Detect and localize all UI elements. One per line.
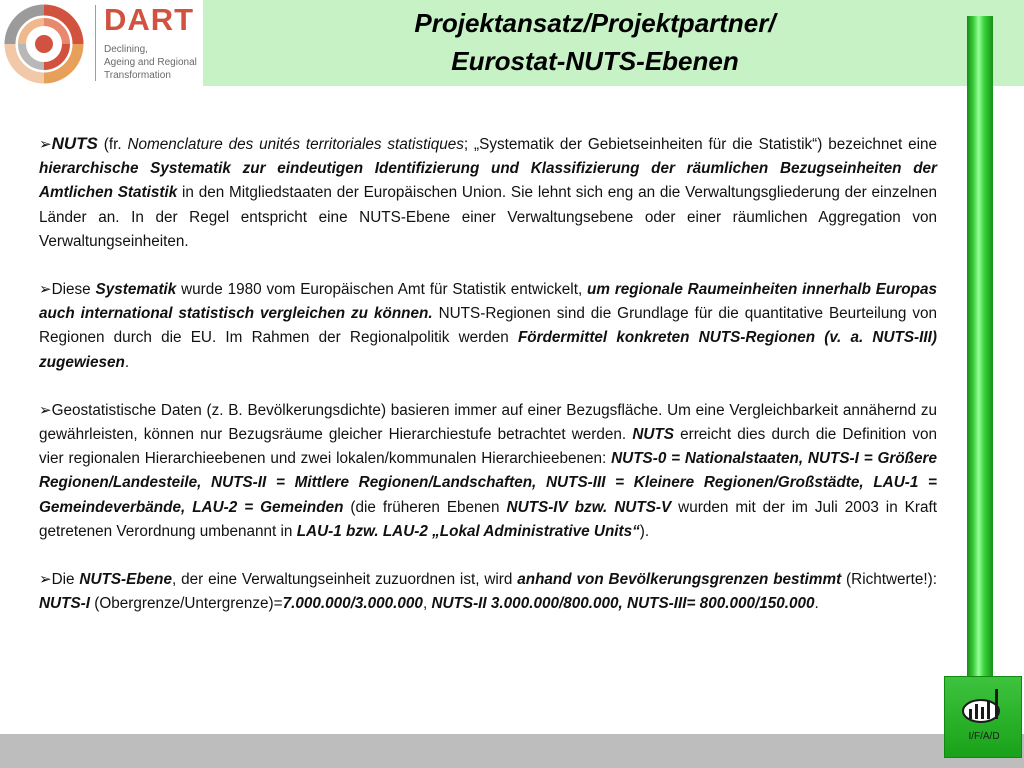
content-paragraph xyxy=(39,568,937,616)
content-paragraph xyxy=(39,399,937,544)
text-run: , der eine Verwaltungseinheit zuzuordnen ist, wird xyxy=(172,571,518,589)
text-run: um regionale Raumeinheiten innerhalb Europas auch international statistisch vergleichen zu können. xyxy=(39,281,937,323)
content-paragraph xyxy=(39,278,937,375)
dart-logo xyxy=(0,0,203,86)
ifad-label: I/F/A/D xyxy=(968,731,1000,742)
content-paragraph xyxy=(39,132,937,254)
bullet-arrow-icon: ➢ xyxy=(39,401,52,419)
text-run: NUTS xyxy=(632,426,674,444)
title-line-1: Projektansatz/Projektpartner/ xyxy=(414,8,776,38)
content-body xyxy=(39,132,937,640)
text-run: erreicht dies durch die Definition von vier regionalen Hierarchieebenen und zwei lokalen/kommunalen Hierarchieebenen: xyxy=(39,426,937,468)
title-line-2: Eurostat-NUTS-Ebenen xyxy=(451,46,739,76)
text-run: (Obergrenze/Untergrenze)= xyxy=(90,595,283,613)
bullet-arrow-icon: ➢ xyxy=(39,571,52,589)
page-title xyxy=(300,4,890,80)
text-run: LAU-1 bzw. LAU-2 „Lokal Administrative Units“ xyxy=(296,522,640,540)
text-run: (fr. xyxy=(97,136,128,153)
decorative-green-bar xyxy=(967,16,993,768)
text-run: NUTS-0 = Nationalstaaten, NUTS-I = Größere Regionen/Landesteile, NUTS-II = Mittlere Regionen/Landschaften, NUTS-III = Kleinere Regionen/Großstädte, LAU-1 = Gemeindeverbände, LAU-2 = Gemeinden xyxy=(39,450,937,516)
logo-title: DART xyxy=(104,2,195,37)
text-run: NUTS xyxy=(51,134,98,153)
text-run: NUTS-I xyxy=(39,595,90,613)
logo-subtitle-line: Declining, xyxy=(104,44,148,55)
text-run: in den Mitgliedstaaten der Europäischen Union. Sie lehnt sich eng an die Verwaltungsgliederung der einzelnen Länder an. In der Regel entspricht eine NUTS-Ebene einer Verwaltungsebene oder einer räumlichen Aggregation von Verwaltungseinheiten. xyxy=(39,184,938,250)
logo-divider xyxy=(95,5,96,81)
dart-wheel-icon xyxy=(4,4,84,84)
text-run: NUTS-Ebene xyxy=(79,571,173,589)
text-run: anhand von Bevölkerungsgrenzen bestimmt xyxy=(517,571,842,589)
text-run: Nomenclature des unités territoriales statistiques xyxy=(127,136,464,153)
bar-chart-icon xyxy=(957,687,1009,727)
ifad-badge xyxy=(944,676,1022,758)
text-run: (Richtwerte!): xyxy=(841,571,938,589)
text-run: , xyxy=(422,595,432,613)
text-run: wurde 1980 vom Europäischen Amt für Statistik entwickelt, xyxy=(176,281,588,299)
text-run: Geostatistische Daten (z. B. Bevölkerungsdichte) basieren immer auf einer Bezugsfläche. Um eine Vergleichbarkeit annähernd zu gewährleisten, können nur Bezugsräume gleicher Hierarchiestufe betrachtet werden. xyxy=(39,401,937,444)
text-run: NUTS-IV bzw. NUTS-V xyxy=(506,498,672,516)
text-run: 7.000.000/3.000.000 xyxy=(282,595,423,613)
bullet-arrow-icon: ➢ xyxy=(39,281,52,299)
logo-subtitle-line: Transformation xyxy=(104,70,171,81)
text-run: wurden mit der im Juli 2003 in Kraft getretenen Verordnung umbenannt in xyxy=(39,498,937,540)
text-run: hierarchische Systematik zur eindeutigen Identifizierung und Klassifizierung der räumlichen Bezugseinheiten der Amtlichen Statistik xyxy=(39,160,937,202)
bullet-arrow-icon: ➢ xyxy=(39,136,52,153)
footer-band xyxy=(0,734,1024,768)
text-run: ). xyxy=(639,522,650,540)
text-run: . xyxy=(814,595,819,613)
text-run: . xyxy=(124,353,130,371)
text-run: (die früheren Ebenen xyxy=(343,498,507,516)
text-run: Fördermittel konkreten NUTS-Regionen (v. a. NUTS-III) zugewiesen xyxy=(39,329,937,371)
text-run: NUTS-II 3.000.000/800.000, NUTS-III= 800.000/150.000 xyxy=(431,595,815,613)
text-run: NUTS-Regionen sind die Grundlage für die quantitative Beurteilung von Regionen durch die EU. Im Rahmen der Regionalpolitik werden xyxy=(39,305,937,347)
logo-subtitle-line: Ageing and Regional xyxy=(104,57,197,68)
text-run: Systematik xyxy=(95,281,177,299)
text-run: Diese xyxy=(51,281,96,299)
text-run: ; „Systematik der Gebietseinheiten für die Statistik“) bezeichnet eine xyxy=(463,136,938,153)
text-run: Die xyxy=(51,571,80,589)
